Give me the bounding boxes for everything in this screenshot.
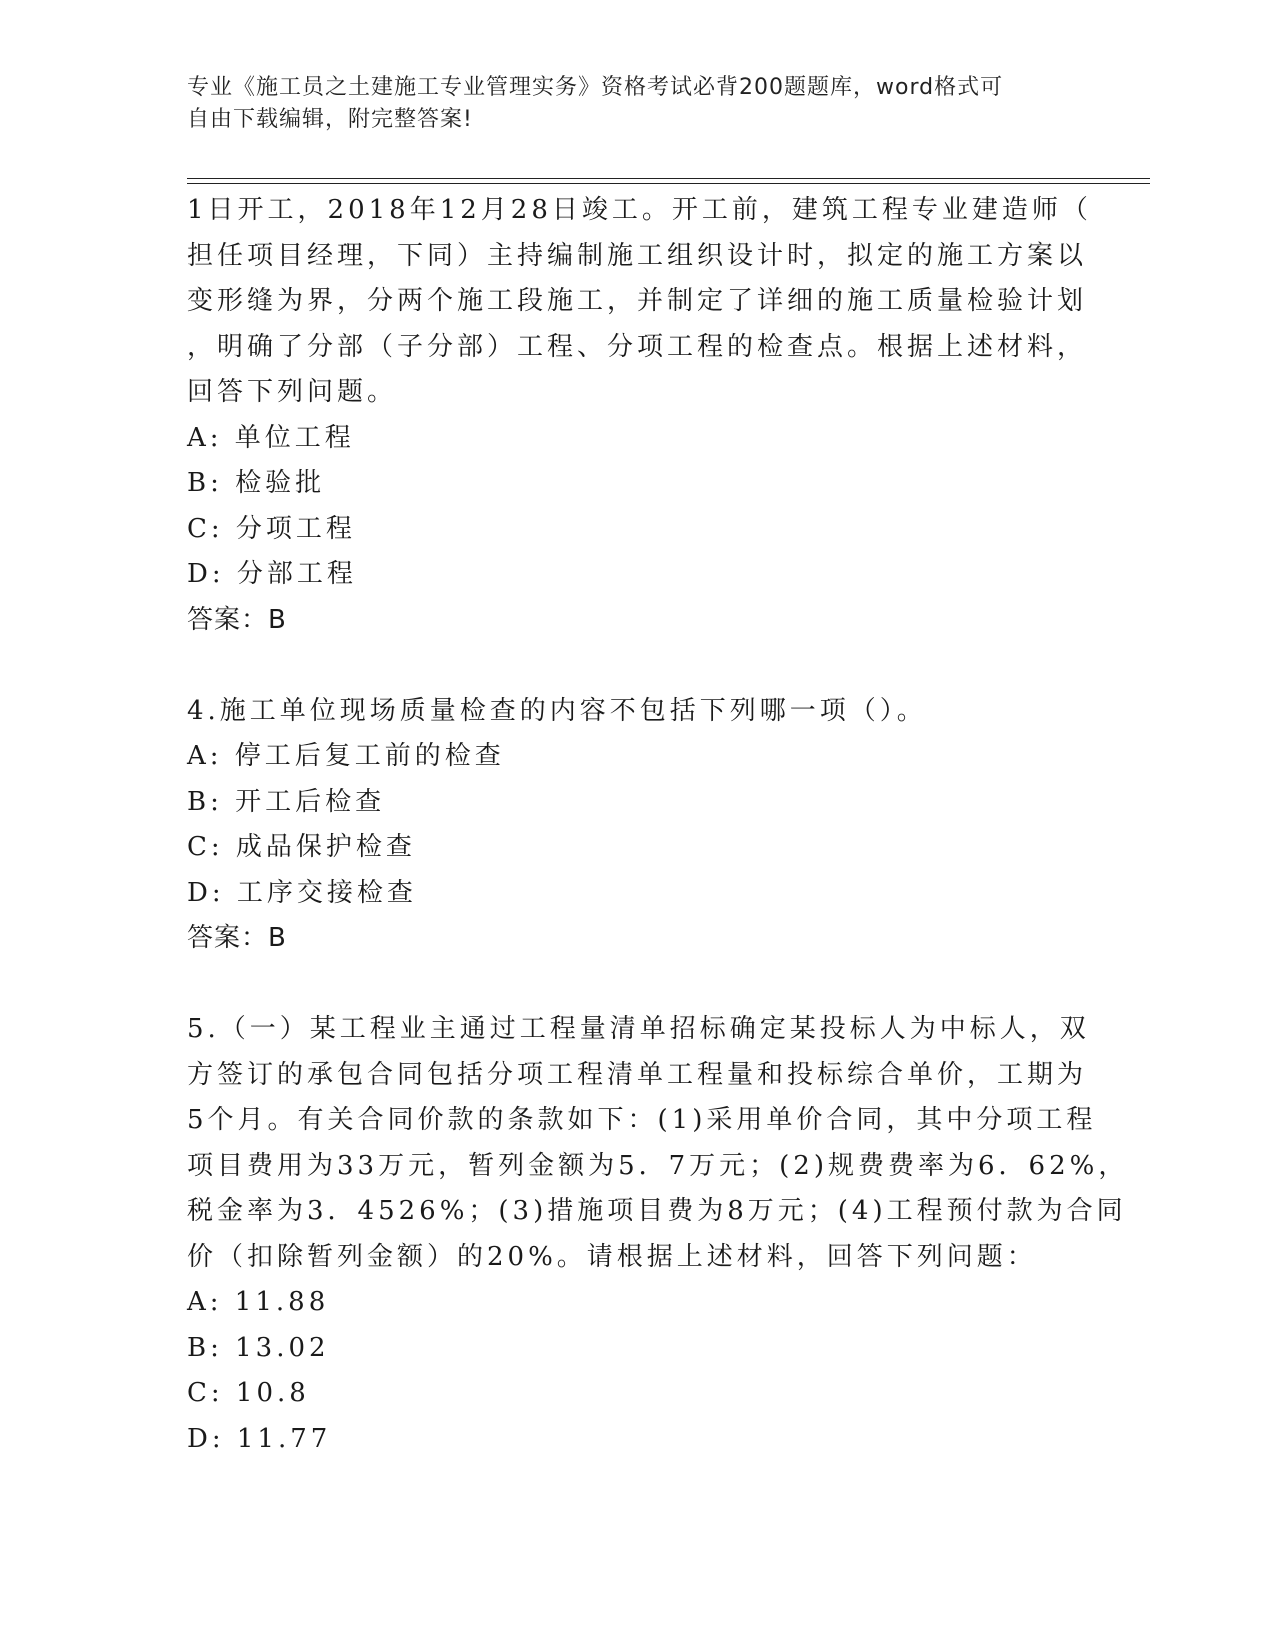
answer-line: 答案：B (187, 923, 287, 953)
header-line-2: 自由下载编辑，附完整答案! (187, 107, 473, 132)
question-stem-line: 5.（一）某工程业主通过工程量清单招标确定某投标人为中标人，双 (187, 1014, 1090, 1044)
option-c: C: 成品保护检查 (187, 832, 416, 862)
option-b: B: 检验批 (187, 468, 326, 498)
option-b: B: 开工后检查 (187, 786, 386, 817)
question-3 (187, 188, 1092, 643)
spacer (187, 962, 1087, 1008)
question-stem-line: 4.施工单位现场质量检查的内容不包括下列哪一项（）。 (187, 695, 927, 726)
document-header (187, 72, 1067, 136)
question-stem-line: 担任项目经理，下同）主持编制施工组织设计时，拟定的施工方案以 (187, 240, 1088, 271)
option-d: D: 11.77 (187, 1423, 332, 1454)
answer-line: 答案：B (187, 604, 287, 635)
header-line-1: 专业《施工员之土建施工专业管理实务》资格考试必背200题题库，word格式可 (187, 75, 1004, 100)
header-rule-top (187, 178, 1150, 179)
question-stem-line: 变形缝为界，分两个施工段施工，并制定了详细的施工质量检验计划 (187, 286, 1088, 316)
question-stem-line: 税金率为3．4526%；(3)措施项目费为8万元；(4)工程预付款为合同 (187, 1196, 1127, 1226)
question-4 (187, 689, 1087, 962)
question-stem-line: 方签订的承包合同包括分项工程清单工程量和投标综合单价，工期为 (187, 1059, 1088, 1090)
option-d: D: 分部工程 (187, 559, 357, 589)
question-stem-line: 价（扣除暂列金额）的20%。请根据上述材料，回答下列问题： (187, 1241, 1037, 1272)
question-stem-line: 1日开工，2018年12月28日竣工。开工前，建筑工程专业建造师（ (187, 195, 1092, 225)
option-b: B: 13.02 (187, 1332, 330, 1363)
question-5 (187, 1007, 1129, 1462)
option-a: A: 单位工程 (187, 422, 355, 453)
question-stem-line: 5个月。有关合同价款的条款如下：(1)采用单价合同，其中分项工程 (187, 1105, 1097, 1135)
option-c: C: 10.8 (187, 1378, 310, 1408)
option-c: C: 分项工程 (187, 513, 356, 544)
option-d: D: 工序交接检查 (187, 877, 417, 908)
option-a: A: 11.88 (187, 1287, 330, 1317)
document-body (187, 188, 1129, 1462)
question-stem-line: 回答下列问题。 (187, 377, 398, 407)
question-stem-line: ，明确了分部（子分部）工程、分项工程的检查点。根据上述材料， (187, 331, 1088, 362)
question-stem-line: 项目费用为33万元，暂列金额为5．7万元；(2)规费费率为6．62%， (187, 1150, 1129, 1181)
option-a: A: 停工后复工前的检查 (187, 741, 505, 771)
spacer (187, 643, 1087, 689)
header-rule-bottom (187, 183, 1150, 184)
